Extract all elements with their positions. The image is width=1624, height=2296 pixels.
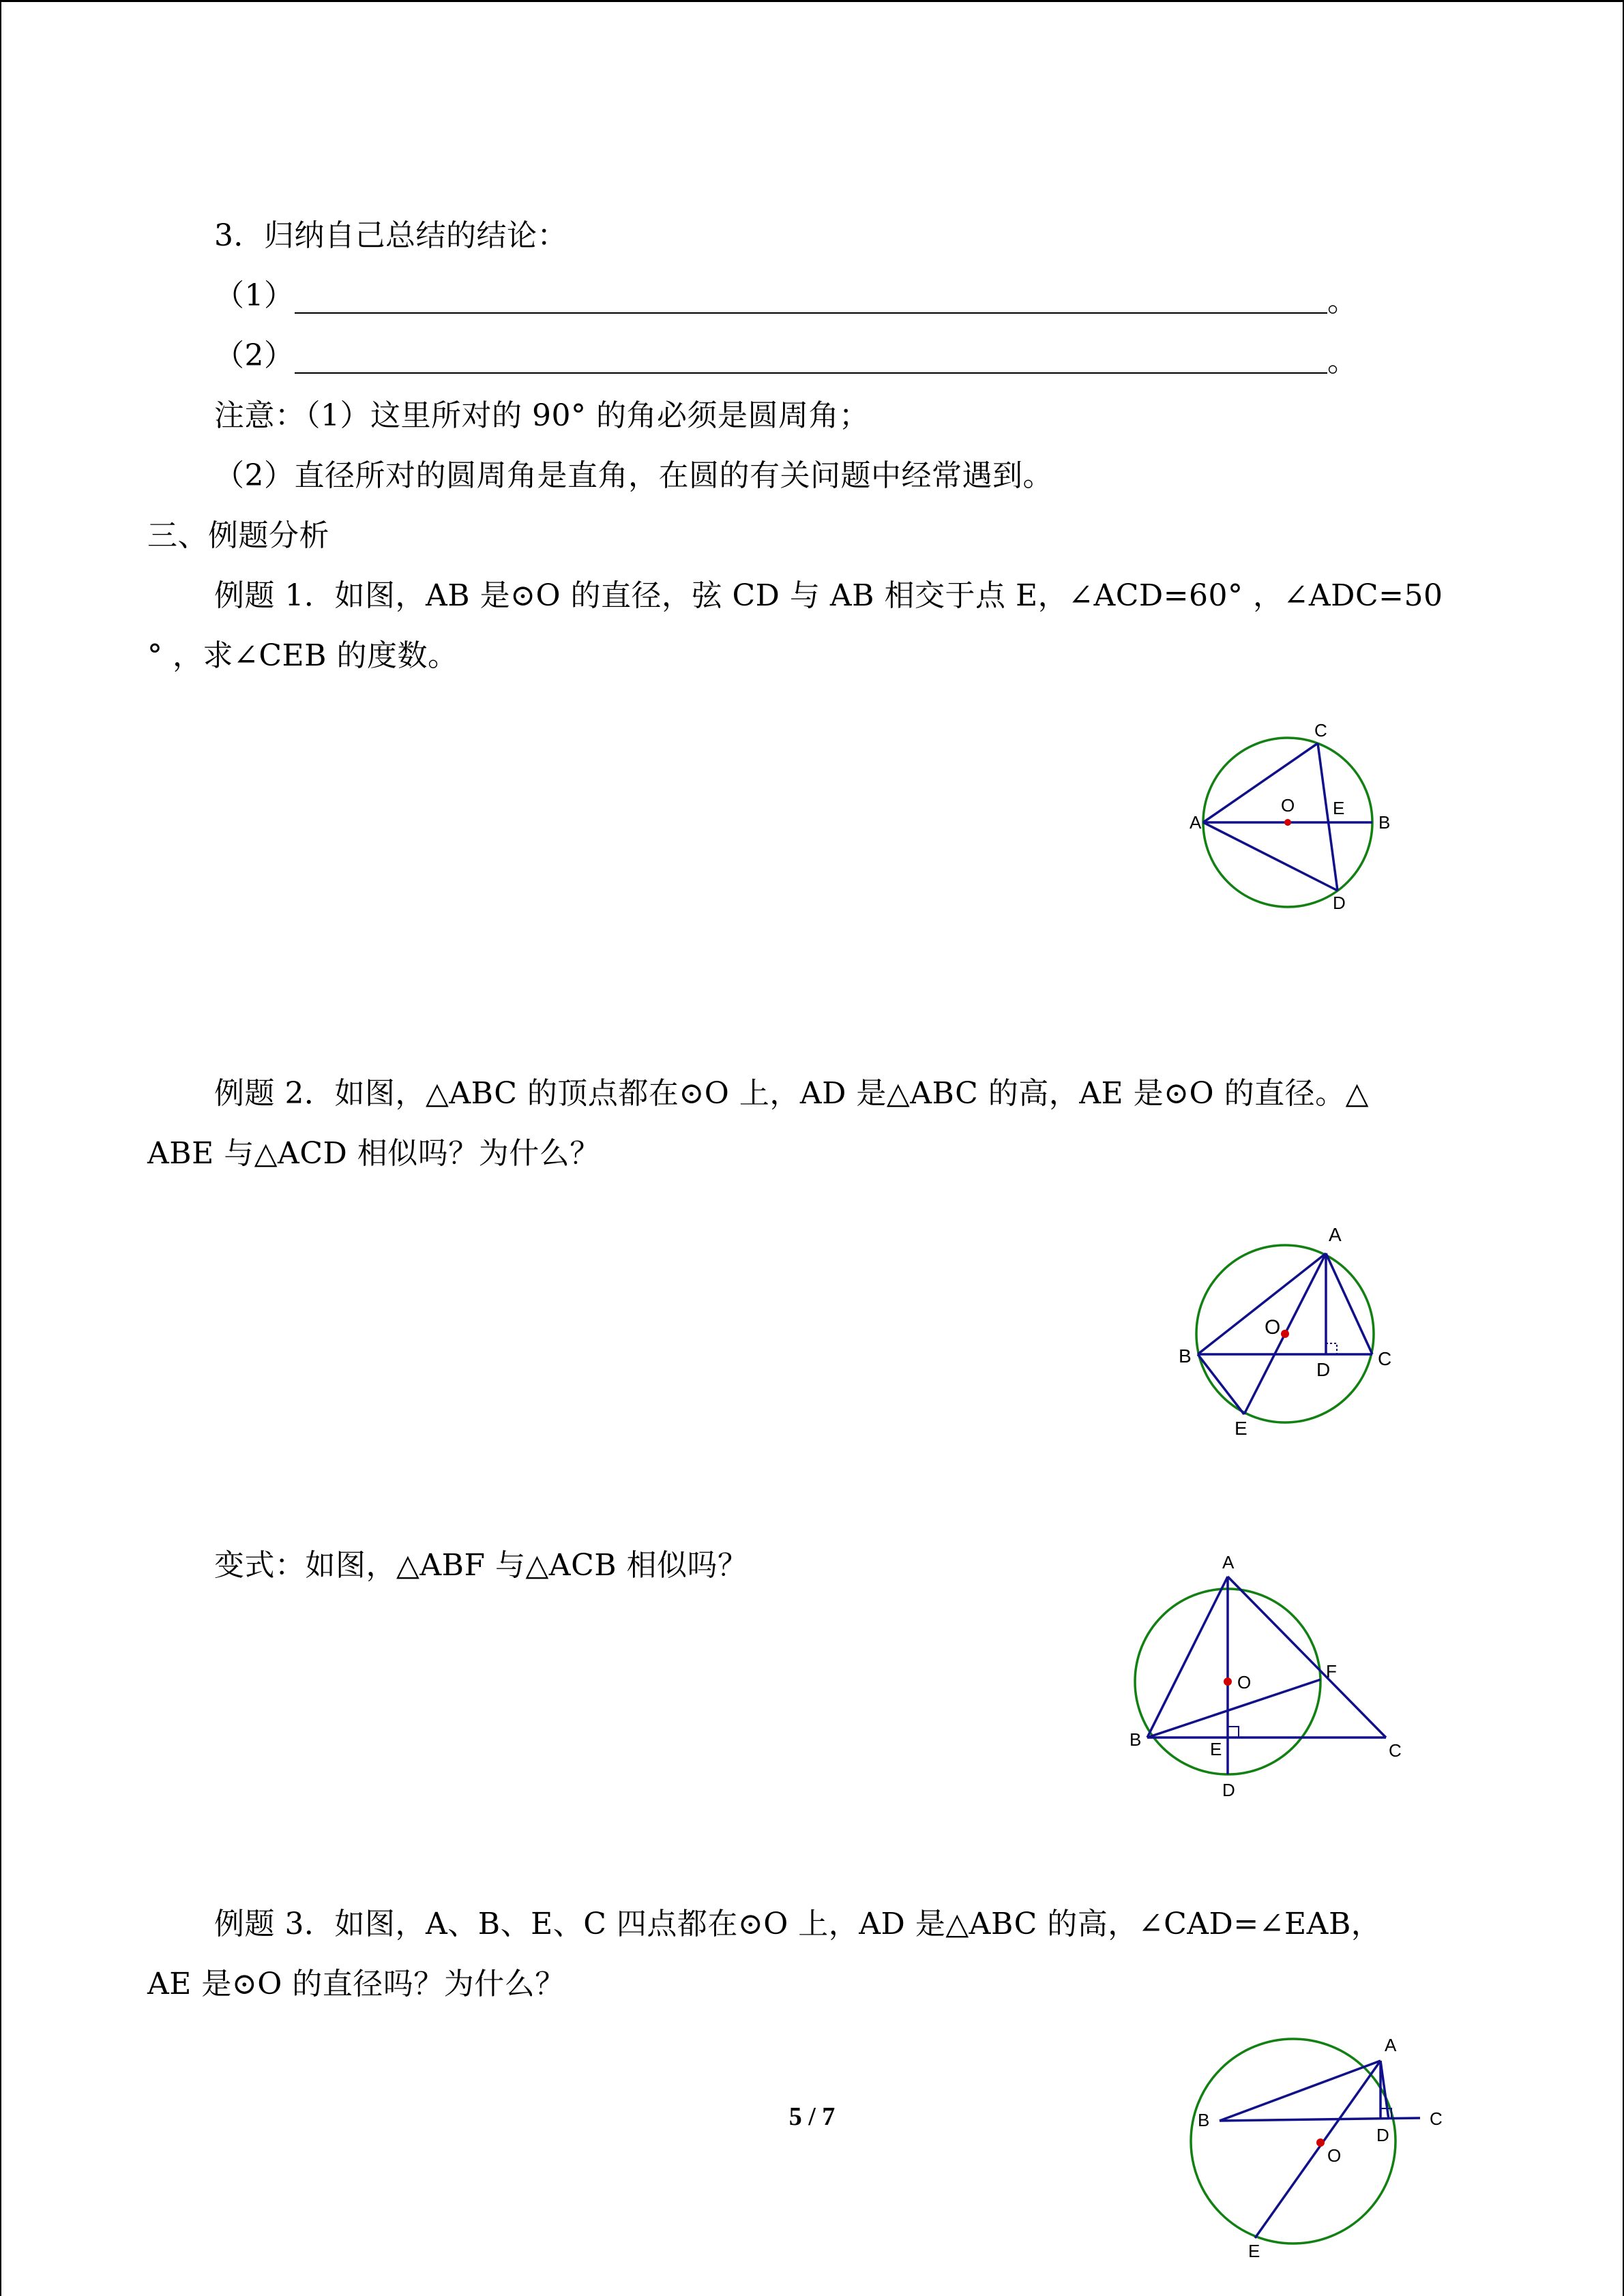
- label-a: A: [1190, 812, 1202, 833]
- item2-end-mark: 。: [1327, 344, 1358, 378]
- label-d: D: [1333, 893, 1346, 913]
- item2-label: （2）: [214, 338, 295, 373]
- item1-blank-line: [295, 312, 1327, 314]
- label-o: O: [1237, 1672, 1252, 1693]
- label-e: E: [1333, 798, 1345, 818]
- circle-o: [1191, 2039, 1396, 2243]
- segment-bf: [1147, 1680, 1320, 1738]
- example2-line1: 例题 2．如图，△ABC 的顶点都在⊙O 上，AD 是△ABC 的高，AE 是⊙O 的直径。△: [214, 1076, 1369, 1111]
- label-e: E: [1235, 1418, 1247, 1439]
- page-number: 5 / 7: [788, 2102, 836, 2131]
- variant-line1: 变式：如图，△ABF 与△ACB 相似吗？: [214, 1548, 748, 1583]
- label-a: A: [1385, 2035, 1397, 2055]
- example3-line2: AE 是⊙O 的直径吗？为什么？: [147, 1967, 565, 2001]
- label-c: C: [1378, 1348, 1392, 1369]
- label-b: B: [1179, 1345, 1192, 1367]
- example1-figure: [1173, 716, 1405, 921]
- label-a: A: [1329, 1224, 1342, 1245]
- note-line-1: 注意：（1）这里所对的 90° 的角必须是圆周角；: [214, 398, 870, 433]
- label-o: O: [1265, 1316, 1281, 1339]
- side-ac: [1326, 1253, 1372, 1354]
- side-ab: [1198, 1253, 1326, 1354]
- label-d: D: [1222, 1780, 1235, 1800]
- label-e: E: [1210, 1739, 1222, 1759]
- label-b: B: [1130, 1729, 1142, 1750]
- right-angle-mark: [1228, 1727, 1239, 1738]
- right-angle-mark: [1326, 1343, 1337, 1354]
- label-c: C: [1430, 2108, 1443, 2129]
- label-c: C: [1389, 1740, 1402, 1761]
- note-line-2: （2）直径所对的圆周角是直角，在圆的有关问题中经常遇到。: [214, 458, 1053, 493]
- variant-figure: [1112, 1548, 1426, 1807]
- label-c: C: [1314, 720, 1327, 741]
- examples-heading: 三、例题分析: [147, 518, 329, 553]
- center-dot: [1284, 819, 1291, 826]
- center-dot: [1316, 2138, 1325, 2147]
- chord-ac: [1203, 743, 1318, 822]
- label-e: E: [1248, 2241, 1260, 2261]
- example3-figure: [1187, 2025, 1460, 2261]
- center-dot: [1224, 1678, 1232, 1686]
- example1-line2: ° ，求∠CEB 的度数。: [147, 638, 458, 673]
- example2-figure: [1173, 1214, 1419, 1446]
- side-ac: [1228, 1577, 1386, 1738]
- label-a: A: [1222, 1552, 1235, 1572]
- example3-line1: 例题 3．如图，A、B、E、C 四点都在⊙O 上，AD 是△ABC 的高，∠CAD=∠EAB，: [214, 1907, 1382, 1941]
- label-d: D: [1316, 1359, 1331, 1380]
- segment-be: [1198, 1354, 1244, 1414]
- example2-line2: ABE 与△ACD 相似吗？为什么？: [147, 1136, 600, 1171]
- label-b: B: [1378, 812, 1391, 833]
- item1-label: （1）: [214, 278, 295, 313]
- chord-ad: [1203, 822, 1338, 891]
- label-d: D: [1376, 2125, 1389, 2145]
- center-dot: [1281, 1330, 1289, 1338]
- label-o: O: [1327, 2145, 1342, 2166]
- item2-blank-line: [295, 372, 1327, 374]
- item1-end-mark: 。: [1327, 284, 1358, 318]
- label-f: F: [1326, 1661, 1337, 1682]
- label-b: B: [1198, 2110, 1210, 2130]
- section3-heading: 3．归纳自己总结的结论：: [214, 218, 567, 253]
- label-o: O: [1281, 795, 1295, 816]
- example1-line1: 例题 1．如图，AB 是⊙O 的直径，弦 CD 与 AB 相交于点 E，∠ACD=60° ，∠ADC=50: [214, 578, 1443, 613]
- diameter-ae: [1255, 2061, 1381, 2238]
